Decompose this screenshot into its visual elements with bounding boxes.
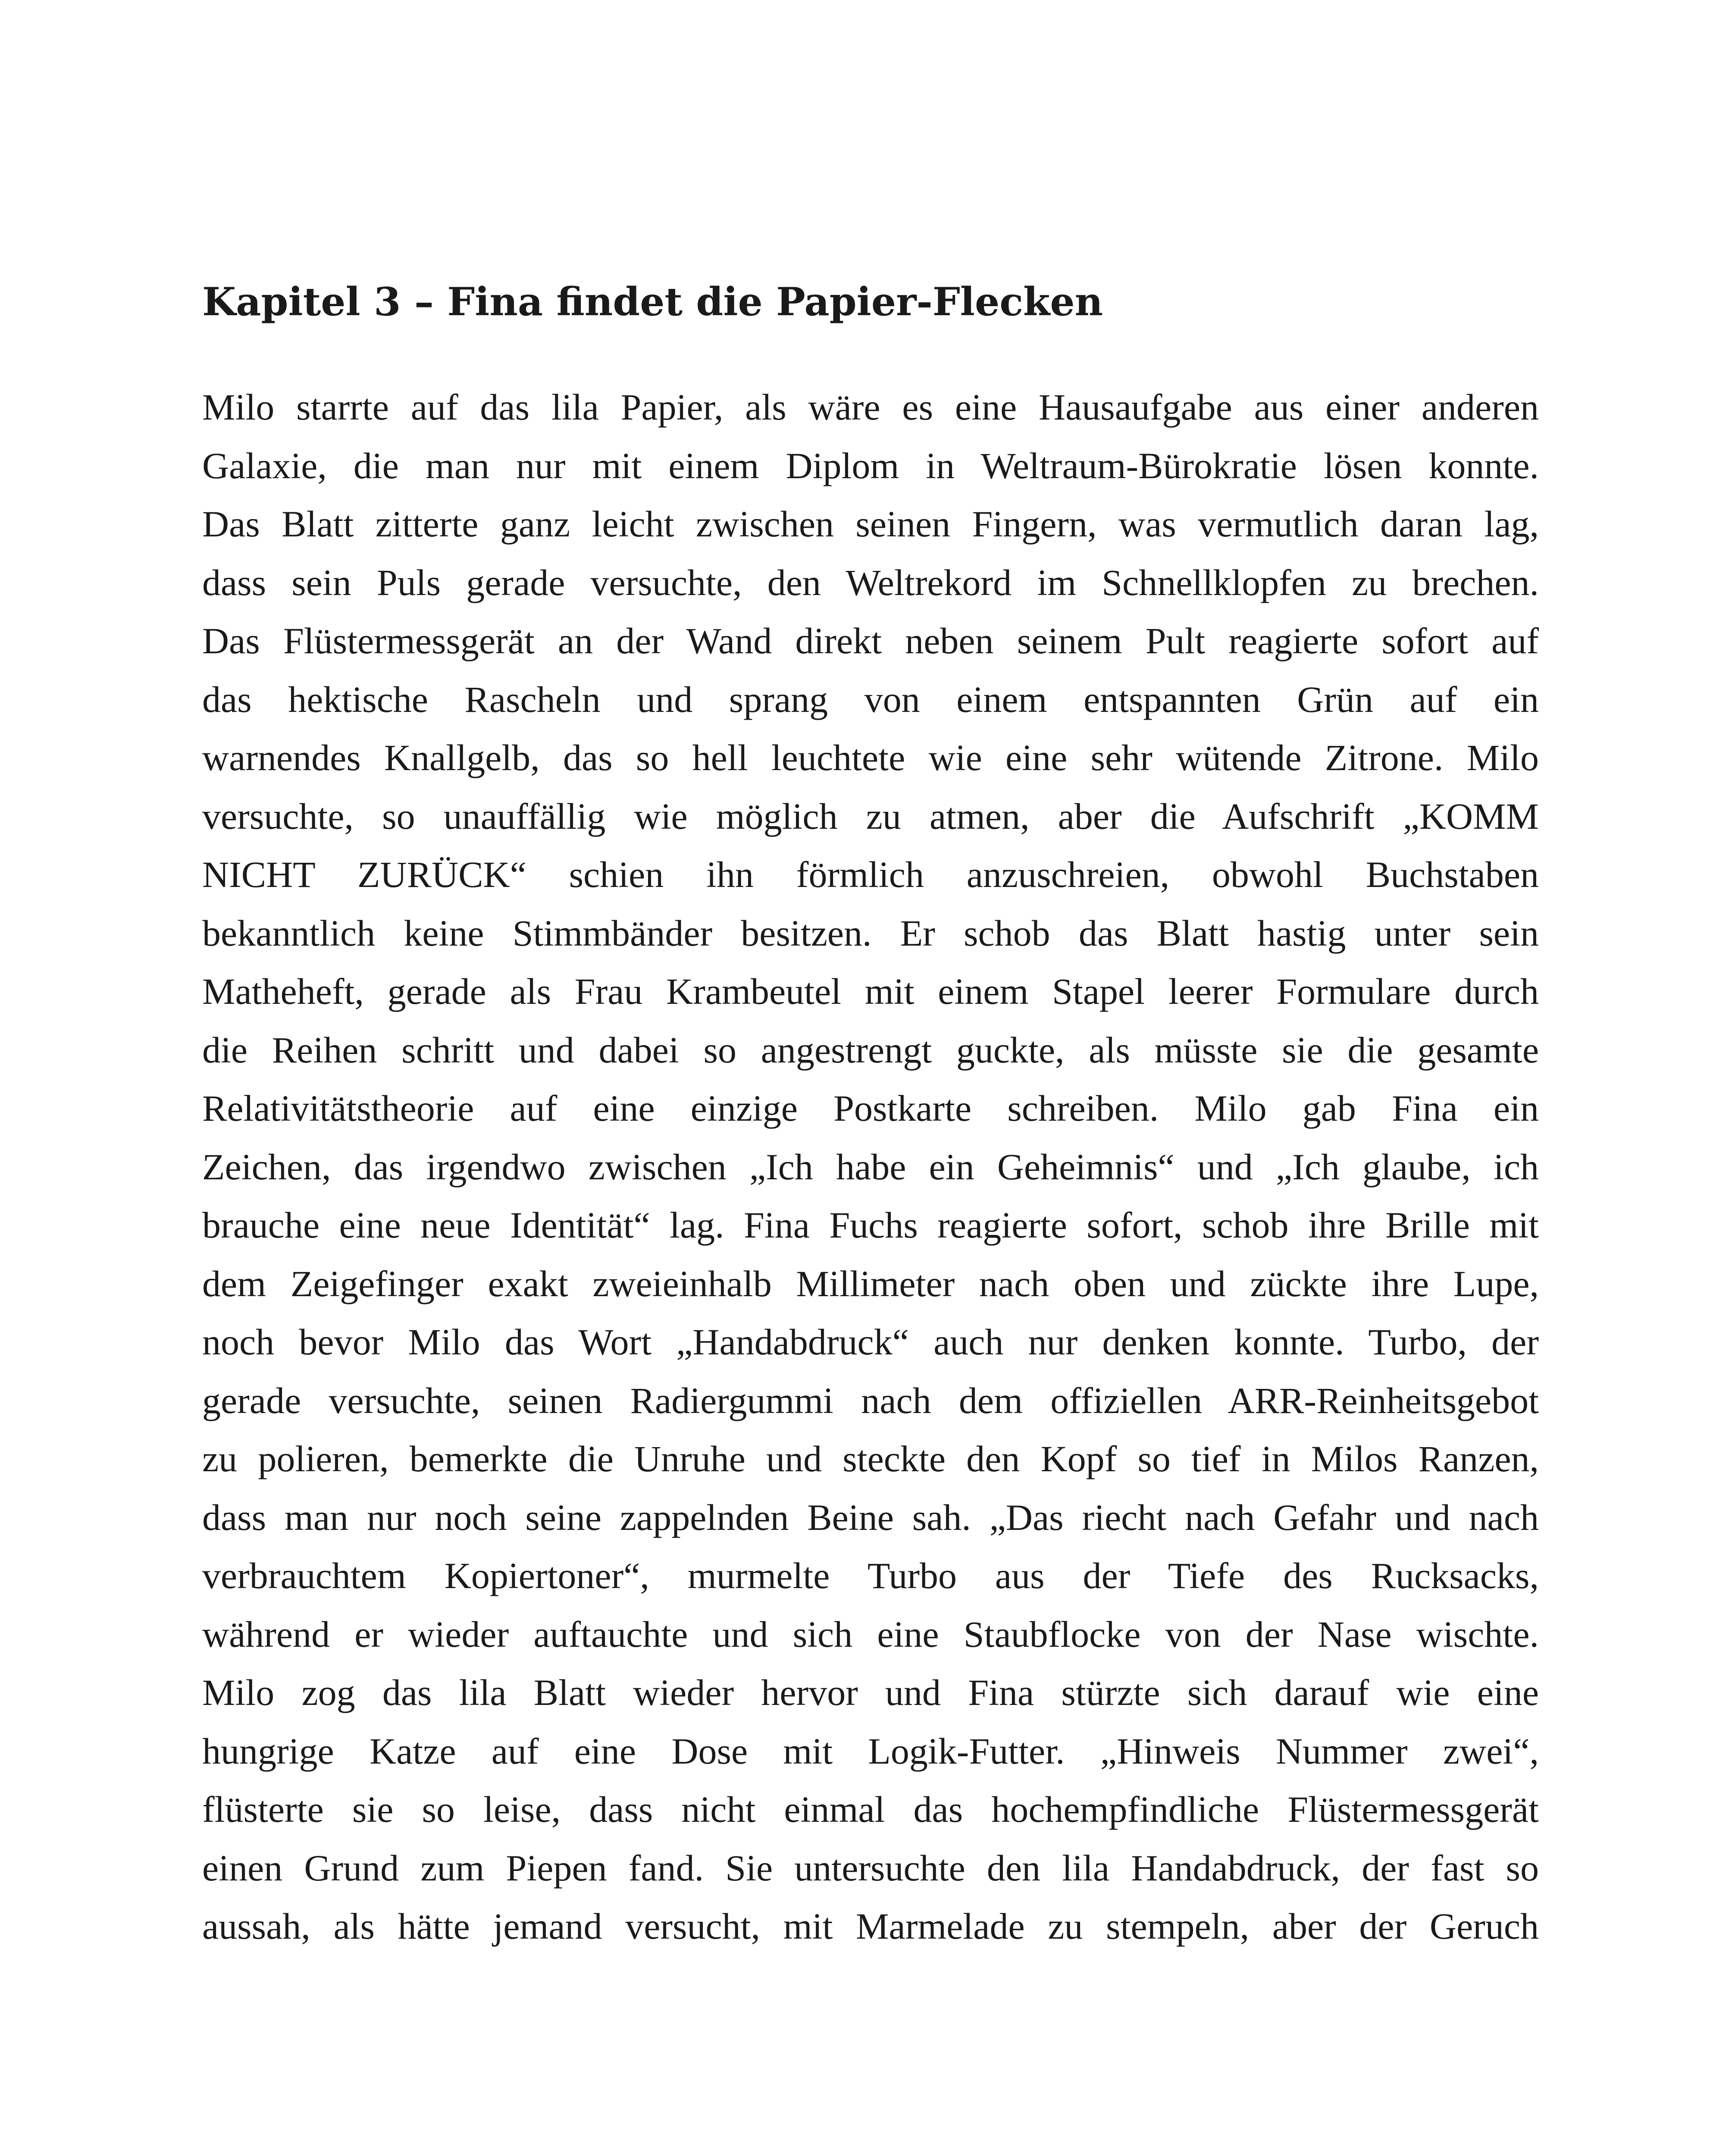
text-line: warnendes Knallgelb, das so hell leuchtete wie eine sehr wütende Zitrone. Milo xyxy=(202,737,1539,778)
text-line: hungrige Katze auf eine Dose mit Logik-Futter. „Hinweis Nummer zwei“, xyxy=(202,1730,1539,1772)
text-line: noch bevor Milo das Wort „Handabdruck“ auch nur denken konnte. Turbo, der xyxy=(202,1321,1539,1363)
text-line: während er wieder auftauchte und sich eine Staubflocke von der Nase wischte. xyxy=(202,1613,1539,1655)
text-line: brauche eine neue Identität“ lag. Fina Fuchs reagierte sofort, schob ihre Brille mit xyxy=(202,1204,1539,1246)
text-line: NICHT ZURÜCK“ schien ihn förmlich anzuschreien, obwohl Buchstaben xyxy=(202,854,1539,895)
text-line: flüsterte sie so leise, dass nicht einmal das hochempfindliche Flüstermessgerät xyxy=(202,1789,1539,1830)
text-line: Das Blatt zitterte ganz leicht zwischen seinen Fingern, was vermutlich daran lag, xyxy=(202,503,1539,545)
text-line: Zeichen, das irgendwo zwischen „Ich habe ein Geheimnis“ und „Ich glaube, ich xyxy=(202,1146,1539,1188)
text-line: einen Grund zum Piepen fand. Sie untersuchte den lila Handabdruck, der fast so xyxy=(202,1847,1539,1889)
text-line: Milo zog das lila Blatt wieder hervor und Fina stürzte sich darauf wie eine xyxy=(202,1672,1539,1713)
text-line: Das Flüstermessgerät an der Wand direkt neben seinem Pult reagierte sofort auf xyxy=(202,620,1539,661)
text-line: dem Zeigefinger exakt zweieinhalb Millimeter nach oben und zückte ihre Lupe, xyxy=(202,1263,1539,1304)
text-line: das hektische Rascheln und sprang von einem entspannten Grün auf ein xyxy=(202,678,1539,720)
text-line: Galaxie, die man nur mit einem Diplom in Weltraum-Bürokratie lösen konnte. xyxy=(202,445,1539,486)
text-line: dass man nur noch seine zappelnden Beine sah. „Das riecht nach Gefahr und nach xyxy=(202,1496,1539,1538)
body-paragraph xyxy=(202,378,1539,1956)
text-line: dass sein Puls gerade versuchte, den Weltrekord im Schnellklopfen zu brechen. xyxy=(202,561,1539,603)
text-line: versuchte, so unauffällig wie möglich zu atmen, aber die Aufschrift „KOMM xyxy=(202,795,1539,837)
text-line: die Reihen schritt und dabei so angestrengt guckte, als müsste sie die gesamte xyxy=(202,1029,1539,1071)
text-line: Milo starrte auf das lila Papier, als wäre es eine Hausaufgabe aus einer anderen xyxy=(202,386,1539,428)
text-line: gerade versuchte, seinen Radiergummi nach dem offiziellen ARR-Reinheitsgebot xyxy=(202,1379,1539,1421)
text-line: bekanntlich keine Stimmbänder besitzen. Er schob das Blatt hastig unter sein xyxy=(202,912,1539,954)
text-line: aussah, als hätte jemand versucht, mit Marmelade zu stempeln, aber der Geruch xyxy=(202,1905,1539,1947)
text-line: Matheheft, gerade als Frau Krambeutel mit einem Stapel leerer Formulare durch xyxy=(202,971,1539,1012)
text-line: Relativitätstheorie auf eine einzige Postkarte schreiben. Milo gab Fina ein xyxy=(202,1087,1539,1129)
chapter-title: Kapitel 3 – Fina findet die Papier-Flecken xyxy=(202,279,1103,325)
text-line: verbrauchtem Kopiertoner“, murmelte Turbo aus der Tiefe des Rucksacks, xyxy=(202,1555,1539,1596)
text-line: zu polieren, bemerkte die Unruhe und steckte den Kopf so tief in Milos Ranzen, xyxy=(202,1438,1539,1479)
